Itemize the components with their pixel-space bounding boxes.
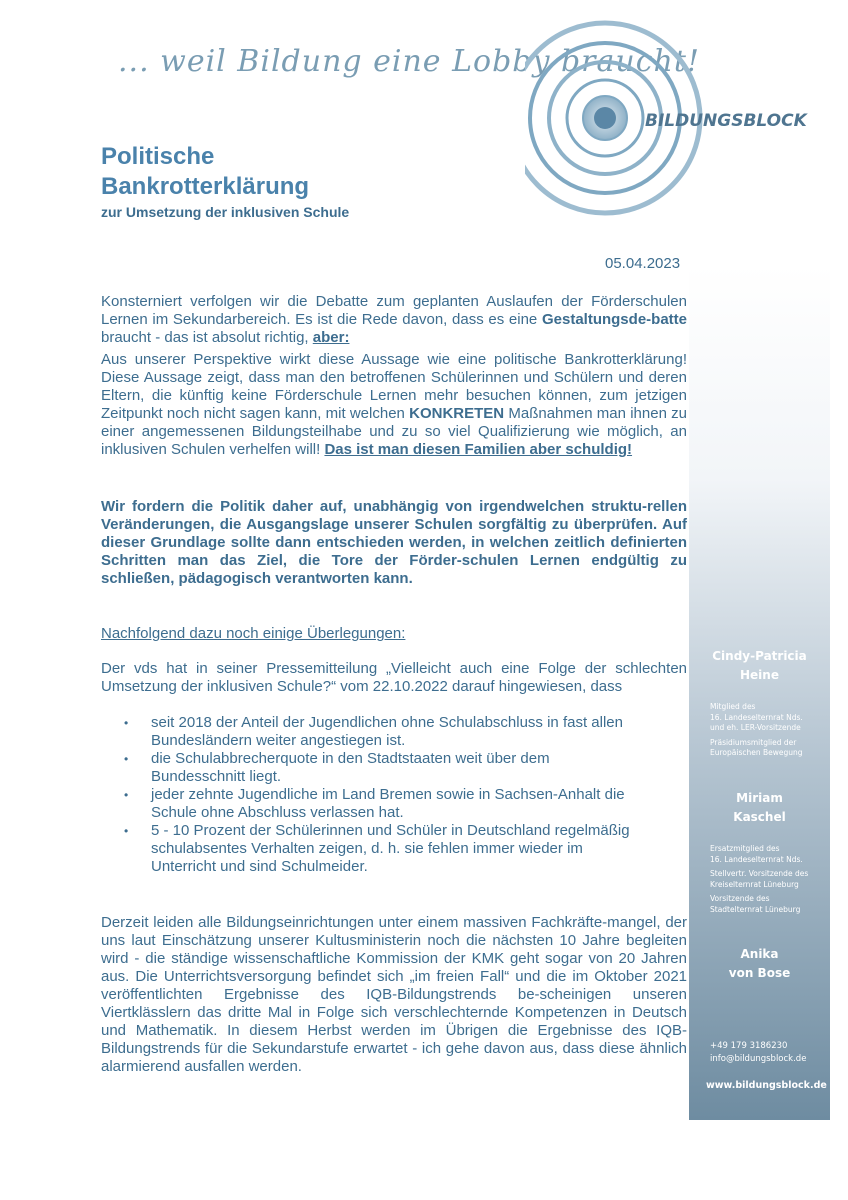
paragraph-press-release: Der vds hat in seiner Pressemitteilung „Vielleicht auch eine Folge der schlechten Umsetzung der inklusiven Schule?“ vom 22.10.2022 darauf hingewiesen, dass — [101, 660, 687, 695]
list-item-text: seit 2018 der Anteil der Jugendlichen ohne Schulabschluss in fast allen Bundesländern weiter angestiegen ist. — [151, 714, 623, 749]
logo-text: BILDUNGSBLOCK — [645, 111, 807, 131]
person-2-roles — [710, 844, 808, 915]
paragraph-intro — [101, 293, 687, 347]
title-line-2: Bankrotterklärung — [101, 173, 310, 200]
paragraph-staff-shortage: Derzeit leiden alle Bildungseinrichtungen unter einem massiven Fachkräfte-mangel, der uns laut Einschätzung unserer Kultusministerin noch die nächsten 10 Jahre begleiten wird - die ständige wissenschaftliche Kommission der KMK geht sogar von 20 Jahren aus. Die Unterrichtsversorgung befindet sich „im freien Fall“ und die im Oktober 2021 veröffentlichten Ergebnisse des IQB-Bildungstrends be-scheinigen unseren Viertklässlern das dritte Mal in Folge sich verschlechternde Kompetenzen in Deutsch und Mathematik. In diesem Herbst werden im Übrigen die Ergebnisse des IQB-Bildungstrends für die Sekundarstufe erwartet - ich gehe davon aus, dass diese ähnlich alarmierend ausfallen werden. — [101, 914, 687, 1075]
person-1-role: und eh. LER-Vorsitzende — [710, 723, 801, 732]
list-item — [124, 750, 631, 786]
person-1-role: Mitglied des — [710, 702, 756, 711]
person-2-role: Ersatzmitglied des — [710, 844, 780, 853]
person-2-last: Kaschel — [733, 810, 786, 824]
person-2-role: Kreiselternrat Lüneburg — [710, 879, 799, 889]
phone-number[interactable]: +49 179 3186230 — [710, 1041, 788, 1051]
document-subtitle: zur Umsetzung der inklusiven Schule — [101, 204, 350, 220]
text-run: Aus unserer Perspektive wirkt diese Aussage wie eine politische Bankrotterklärung! Diese Aussage zeigt, dass man den betroffenen Schülerinnen und Schülern und deren Eltern, die künftig keine Förderschule Lernen mehr besuchen können, zum jetzigen Zeitpunkt noch nicht sagen kann, mit welchen — [101, 351, 687, 422]
contact-info — [710, 1040, 806, 1066]
text-run: braucht - das ist absolut richtig, — [101, 329, 313, 346]
text-run-bold: KONKRETEN — [409, 405, 505, 422]
list-item — [124, 714, 631, 750]
list-item — [124, 822, 631, 876]
text-run: Konsterniert verfolgen wir die Debatte zum geplanten Auslaufen der Förderschulen Lernen im Sekundarbereich. Es ist die Rede davon, dass es eine — [101, 293, 687, 328]
paragraph-demand: Wir fordern die Politik daher auf, unabhängig von irgendwelchen struktu-rellen Veränderungen, die Ausgangslage unserer Schulen sorgfältig zu überprüfen. Auf dieser Grundlage sollte dann entschieden werden, in welchen zeitlich definierten Schritten man das Ziel, die Tore der Förder-schulen Lernen endgültig zu schließen, pädagogisch verantworten kann. — [101, 498, 687, 587]
email-link[interactable]: info@bildungsblock.de — [710, 1054, 807, 1064]
person-1-role: Präsidiumsmitglied der — [710, 737, 797, 747]
list-item-text: jeder zehnte Jugendliche im Land Bremen sowie in Sachsen-Anhalt die Schule ohne Abschluss verlassen hat. — [151, 786, 625, 821]
bullet-icon: • — [124, 752, 129, 766]
title-line-1: Politische — [101, 143, 215, 170]
person-1-role: 16. Landeselternrat Nds. — [710, 712, 803, 722]
person-3-name — [689, 945, 830, 983]
person-2-role: 16. Landeselternrat Nds. — [710, 854, 803, 864]
person-2-role: Vorsitzende des — [710, 894, 770, 903]
person-2-role: Stellvertr. Vorsitzende des — [710, 869, 809, 878]
text-run-bold-underlined: Das ist man diesen Familien aber schuldig! — [324, 441, 633, 458]
tagline: ... weil Bildung eine Lobby braucht! — [118, 44, 700, 79]
bullet-icon: • — [124, 716, 129, 730]
person-3-last: von Bose — [728, 966, 791, 980]
bullet-icon: • — [124, 788, 129, 802]
text-run-bold-underlined: aber: — [312, 329, 350, 346]
text-run: Maßnahmen man ihnen zu einer angemessenen Bildungsteilhabe und zu so viel Qualifizierung wie möglich, an inklusiven Schulen verhelfen will! — [101, 405, 687, 458]
list-item — [124, 786, 631, 822]
person-1-roles — [710, 702, 803, 759]
list-item-text: 5 - 10 Prozent der Schülerinnen und Schüler in Deutschland regelmäßig schulabsentes Verhalten zeigen, d. h. sie fehlen immer wieder im Unterricht und sind Schulmeider. — [151, 822, 630, 875]
person-2-role: Stadtelternrat Lüneburg — [710, 904, 801, 914]
document-title — [101, 142, 309, 202]
person-1-last: Heine — [740, 668, 779, 682]
person-2-first: Miriam — [736, 791, 783, 805]
person-3-first: Anika — [740, 947, 779, 961]
paragraph-perspective — [101, 351, 687, 459]
contact-sidebar — [689, 265, 830, 1120]
document-date: 05.04.2023 — [605, 255, 681, 272]
section-heading: Nachfolgend dazu noch einige Überlegungen: — [101, 625, 406, 642]
website-link[interactable]: www.bildungsblock.de — [706, 1080, 827, 1091]
list-item-text: die Schulabbrecherquote in den Stadtstaaten weit über dem Bundesschnitt liegt. — [151, 750, 550, 785]
person-1-name — [689, 647, 830, 685]
person-1-first: Cindy-Patricia — [712, 649, 807, 663]
person-2-name — [689, 789, 830, 827]
person-1-role: Europäischen Bewegung — [710, 748, 803, 757]
bildungsblock-logo — [525, 18, 845, 243]
bullet-icon: • — [124, 824, 129, 838]
text-run-bold: Gestaltungsde-batte — [541, 311, 687, 328]
bullet-list — [101, 714, 631, 876]
